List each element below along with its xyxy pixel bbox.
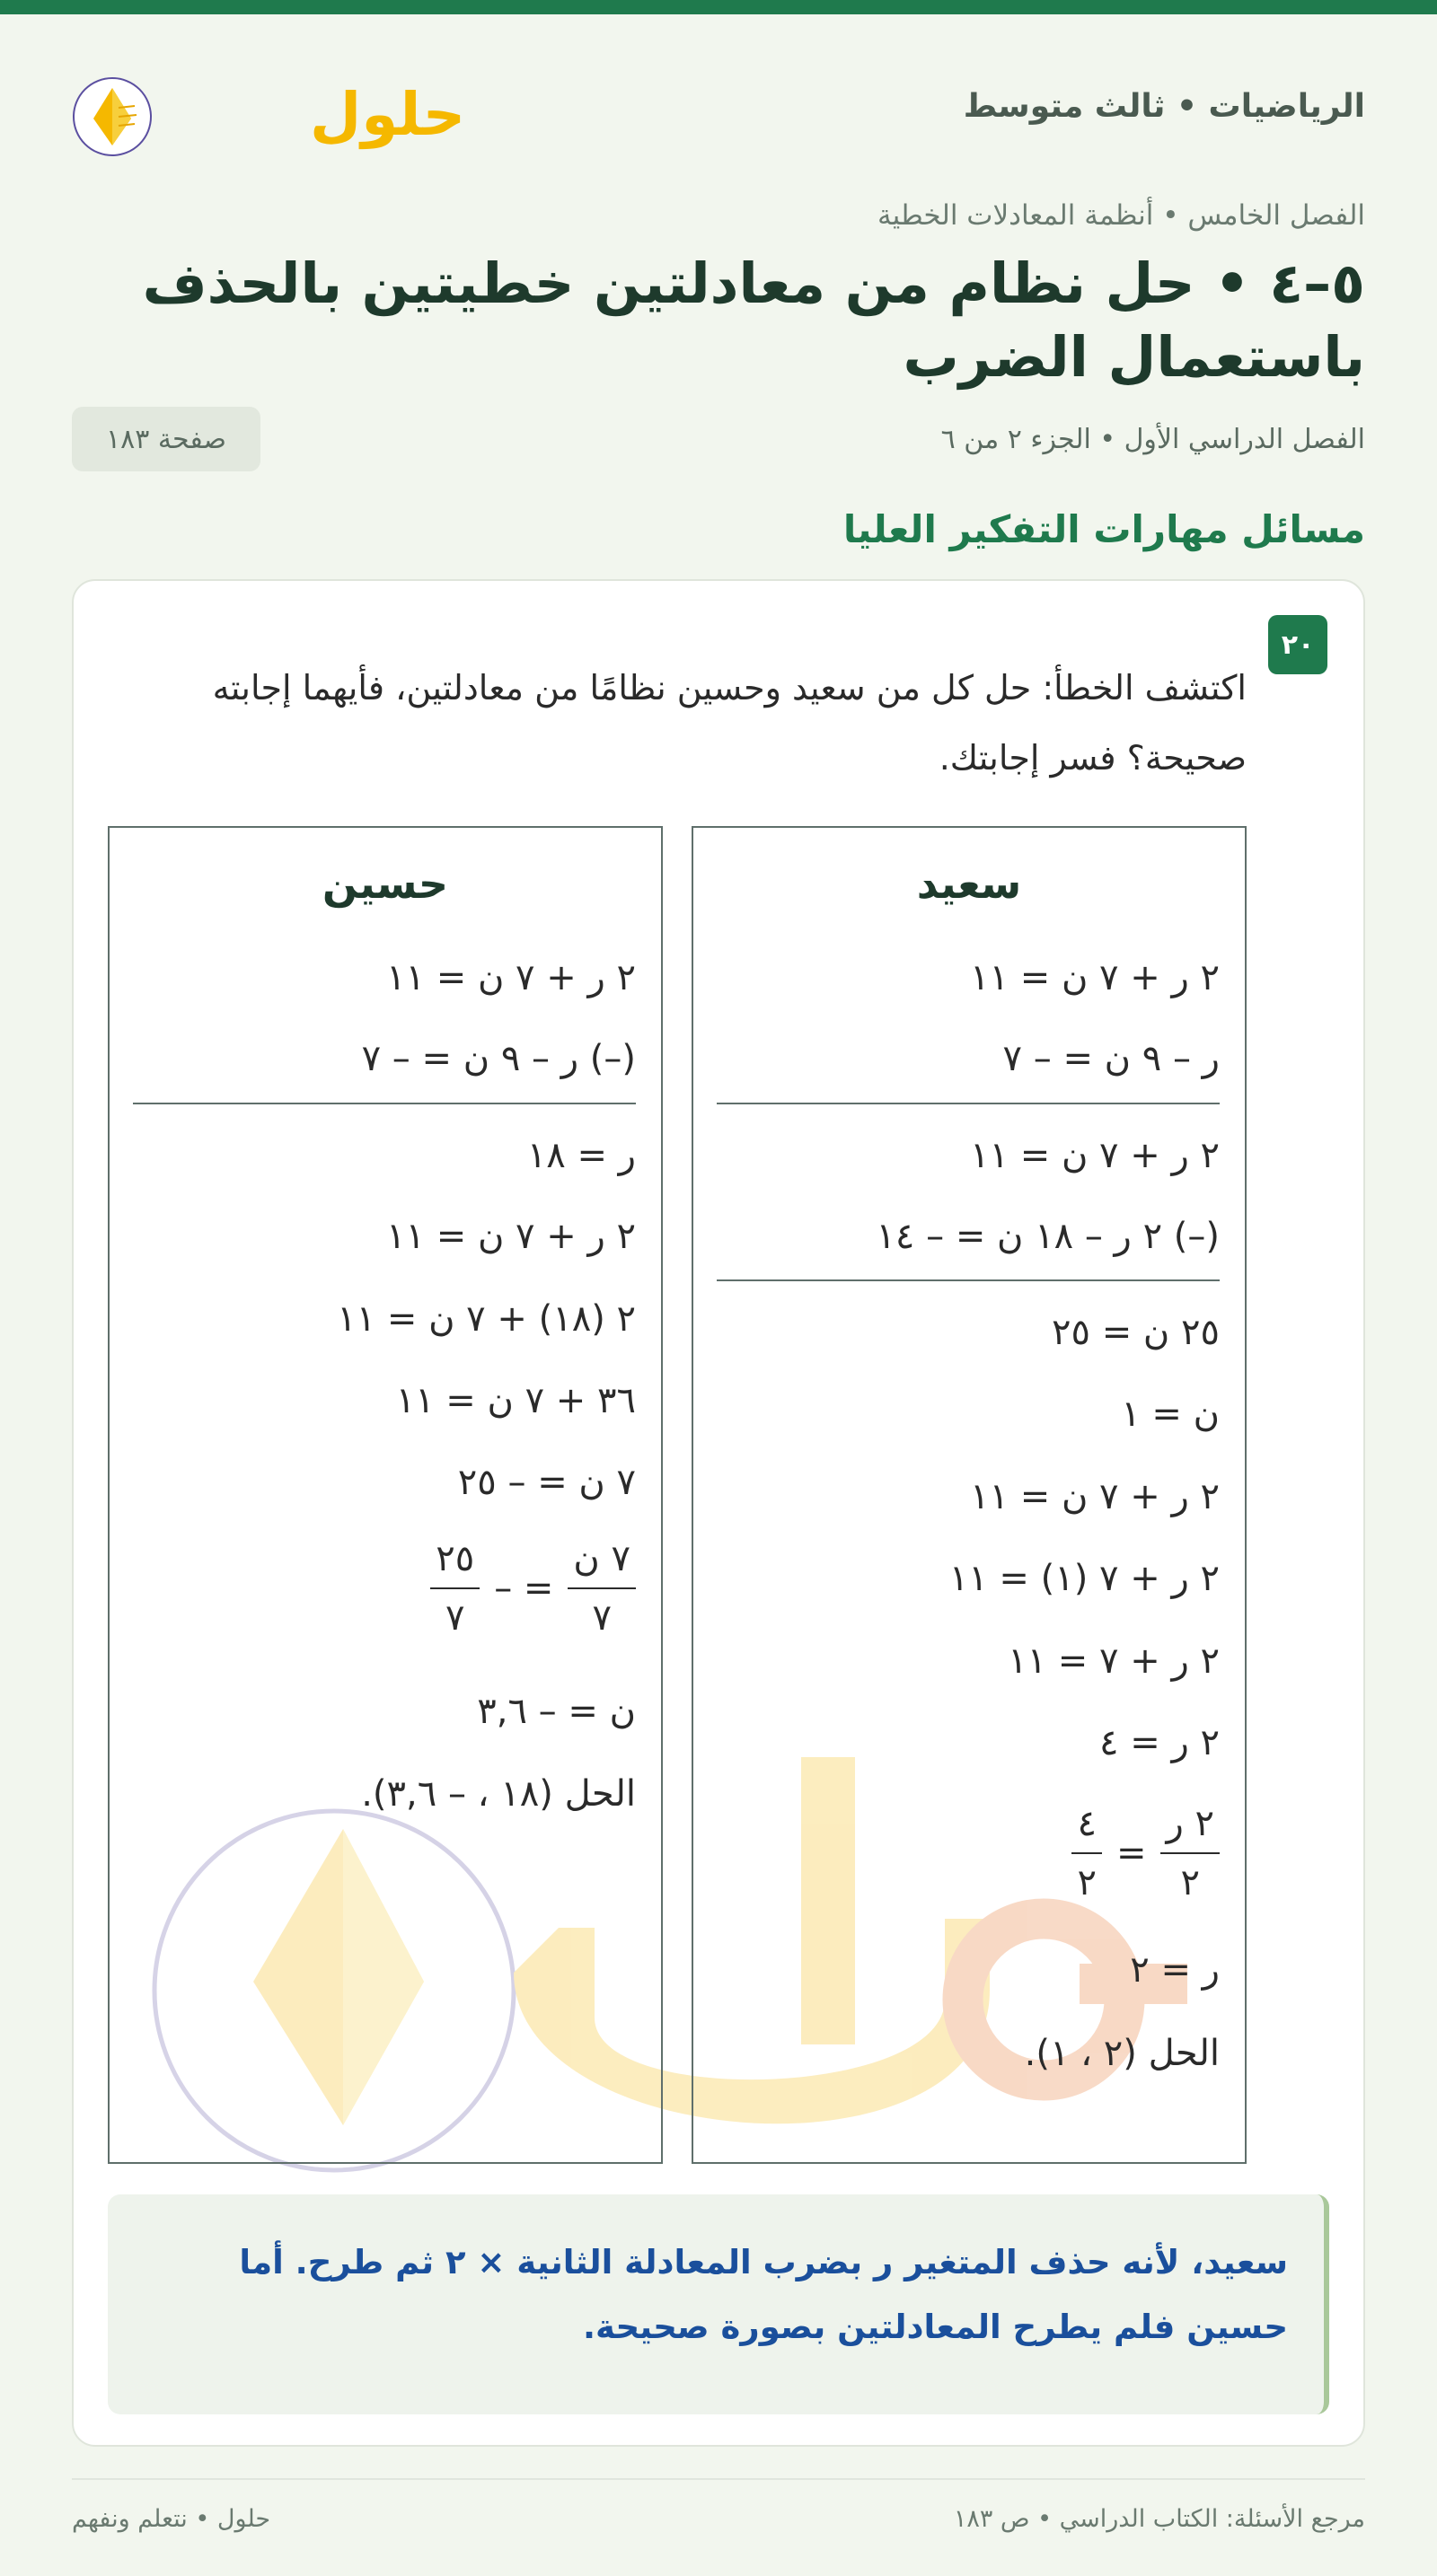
logo-icon (72, 63, 466, 162)
saeed-fraction-step: $\frac{\text{٢ ر}}{٢}$ = $\frac{٤}{٢}$ (1071, 1802, 1220, 1904)
hussein-step: (–) ر – ٩ ن = – ٧ (361, 1038, 636, 1079)
saeed-step: ٢ ر + ٧ ن = ١١ (970, 1135, 1220, 1176)
hussein-step: ٣٦ + ٧ ن = ١١ (395, 1380, 636, 1421)
saeed-step: ٢ ر + ٧ (١) = ١١ (948, 1558, 1220, 1599)
page-badge: صفحة ١٨٣ (72, 407, 260, 471)
question-text: اكتشف الخطأ: حل كل من سعيد وحسين نظامًا من معادلتين، فأيهما إجابته صحيحة؟ فسر إجابتك. (212, 668, 1247, 778)
saeed-step: ر = ٢ (1130, 1949, 1220, 1991)
hussein-step: ر = ١٨ (526, 1135, 636, 1176)
page-header (72, 63, 1365, 162)
saeed-solution: الحل (٢ ، ١). (1024, 2033, 1220, 2074)
saeed-divider (717, 1103, 1220, 1104)
saeed-fraction-right: $\frac{٤}{٢}$ (1071, 1802, 1101, 1904)
saeed-step: ٢ ر + ٧ = ١١ (1008, 1640, 1220, 1682)
hussein-name: حسين (322, 859, 449, 908)
saeed-step: ر – ٩ ن = – ٧ (1002, 1038, 1220, 1079)
hussein-step: ن = – ٣,٦ (477, 1691, 636, 1732)
footer-brand[interactable]: حلول • نتعلم ونفهم (72, 2505, 271, 2533)
hussein-step: ٧ ن = – ٢٥ (457, 1462, 636, 1503)
saeed-step: ٢ ر = ٤ (1099, 1722, 1220, 1763)
hussein-solution: الحل (١٨ ، – ٣,٦). (361, 1773, 636, 1815)
saeed-fraction-left: $\frac{\text{٢ ر}}{٢}$ (1160, 1802, 1220, 1904)
subject-label: الرياضيات • ثالث متوسط (963, 88, 1365, 125)
hussein-fraction-right: $\frac{٢٥}{٧}$ (430, 1537, 480, 1640)
logo-text: حلول (310, 80, 466, 149)
saeed-name: سعيد (916, 859, 1022, 908)
hulul-logo[interactable] (72, 63, 466, 162)
saeed-step: ٢ ر + ٧ ن = ١١ (970, 1476, 1220, 1517)
saeed-divider (717, 1279, 1220, 1281)
hussein-step: ٢ ر + ٧ ن = ١١ (386, 1216, 636, 1257)
question-number: ٢٠ (1268, 615, 1327, 674)
answer-text: سعيد، لأنه حذف المتغير ر بضرب المعادلة الثانية × ٢ ثم طرح. أما حسين فلم يطرح المعادلتين بصورة صحيحة. (239, 2243, 1288, 2346)
hussein-divider (133, 1103, 636, 1104)
hussein-solution-box (108, 826, 663, 2164)
saeed-step: (–) ٢ ر – ١٨ ن = – ١٤ (876, 1216, 1220, 1257)
section-title: مسائل مهارات التفكير العليا (842, 507, 1365, 551)
footer-reference: مرجع الأسئلة: الكتاب الدراسي • ص ١٨٣ (953, 2505, 1365, 2533)
hussein-step: ٢ ر + ٧ ن = ١١ (386, 957, 636, 998)
hussein-fraction-step: $\frac{\text{٧ ن}}{٧}$ = – $\frac{٢٥}{٧}$ (430, 1537, 636, 1640)
saeed-step: ٢٥ ن = ٢٥ (1052, 1312, 1220, 1353)
saeed-step: ٢ ر + ٧ ن = ١١ (970, 957, 1220, 998)
lesson-title: ٥–٤ • حل نظام من معادلتين خطيتين بالحذف باستعمال الضرب (142, 251, 1365, 390)
top-accent-bar (0, 0, 1437, 14)
hussein-step: ٢ (١٨) + ٧ ن = ١١ (337, 1298, 636, 1340)
hussein-fraction-left: $\frac{\text{٧ ن}}{٧}$ (568, 1537, 636, 1640)
saeed-step: ن = ١ (1121, 1394, 1220, 1435)
saeed-solution-box (692, 826, 1247, 2164)
question-card (72, 579, 1365, 2447)
answer-box (108, 2194, 1329, 2414)
footer-divider (72, 2478, 1365, 2480)
chapter-label: الفصل الخامس • أنظمة المعادلات الخطية (877, 199, 1365, 232)
semester-meta: الفصل الدراسي الأول • الجزء ٢ من ٦ (940, 424, 1365, 455)
